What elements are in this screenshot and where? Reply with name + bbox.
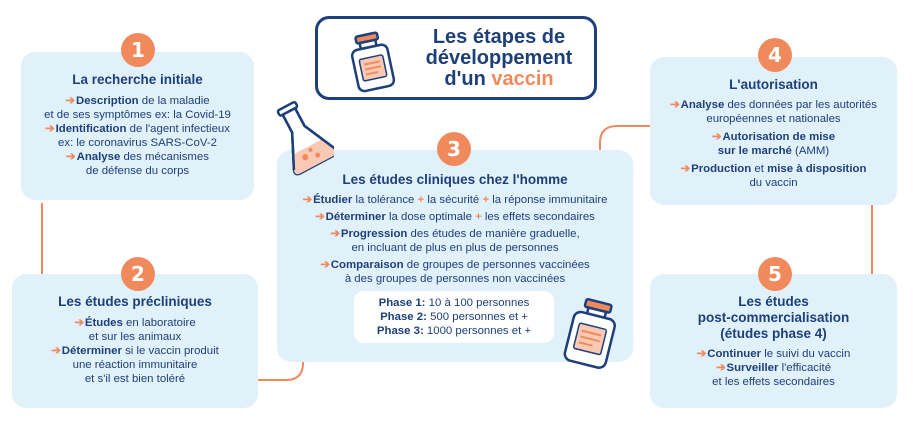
arrow-icon: ➔ xyxy=(330,228,340,240)
header-title-box xyxy=(315,16,597,100)
arrow-icon: ➔ xyxy=(66,151,76,163)
step-3-line-5: ➔Comparaison de groupes de personnes vaccinées xyxy=(320,259,590,271)
step-3-line-6: à des groupes de personnes non vaccinées xyxy=(344,273,566,285)
step-1-line-3: ➔Identification de l'agent infectieux xyxy=(45,123,230,135)
step-4-badge: 4 xyxy=(758,38,792,72)
phase-2: Phase 2: 500 personnes et + xyxy=(380,311,528,323)
step-2-badge: 2 xyxy=(121,257,155,291)
step-2-line-2: et sur les animaux xyxy=(88,331,182,343)
arrow-icon: ➔ xyxy=(51,345,61,357)
step-4-box xyxy=(650,57,897,205)
step-3-badge: 3 xyxy=(437,132,471,166)
step-4-line-1: ➔Analyse des données par les autorités xyxy=(670,99,877,111)
step-5-line-1: ➔Continuer le suivi du vaccin xyxy=(696,348,851,360)
plus-icon: + xyxy=(417,194,425,206)
step-2-title: Les études précliniques xyxy=(58,294,212,309)
step-5-line-3: et les effets secondaires xyxy=(712,376,835,388)
vaccine-vial-icon xyxy=(560,298,622,372)
arrow-icon: ➔ xyxy=(696,348,707,360)
title-accent: vaccin xyxy=(491,68,554,90)
step-3-title: Les études cliniques chez l'homme xyxy=(342,172,568,187)
step-5-line-2: ➔Surveiller l'efficacité xyxy=(715,362,832,374)
step-3-line-1: ➔Étudier la tolérance + la sécurité + la réponse immunitaire xyxy=(302,194,608,206)
step-3-line-3: ➔Progression des études de manière graduelle, xyxy=(330,228,580,240)
arrow-icon: ➔ xyxy=(715,362,726,374)
step-1-title: La recherche initiale xyxy=(72,72,203,87)
step-2-line-1: ➔Études en laboratoire xyxy=(74,317,196,329)
title-line-3 xyxy=(414,69,584,90)
arrow-icon: ➔ xyxy=(670,99,680,111)
step-5-title-line-3: (études phase 4) xyxy=(720,326,827,341)
step-5-badge: 5 xyxy=(758,257,792,291)
phase-3: Phase 3: 1000 personnes et + xyxy=(376,325,532,337)
page-title xyxy=(414,27,584,90)
arrow-icon: ➔ xyxy=(74,317,84,329)
vaccine-vial-icon xyxy=(344,31,400,95)
arrow-icon: ➔ xyxy=(315,211,325,223)
step-5-box xyxy=(650,274,897,408)
step-1-line-2: et de ses symptômes ex: la Covid-19 xyxy=(44,109,231,121)
step-2-line-4: une réaction immunitaire xyxy=(72,359,198,371)
step-3-line-4: en incluant de plus en plus de personnes xyxy=(351,242,559,254)
arrow-icon: ➔ xyxy=(302,194,313,206)
step-3-line-2: ➔Déterminer la dose optimale + les effets secondaires xyxy=(315,211,595,223)
step-5-title-line-2: post-commercialisation xyxy=(697,310,850,325)
arrow-icon: ➔ xyxy=(65,95,75,107)
phase-1: Phase 1: 10 à 100 personnes xyxy=(378,297,530,309)
step-2-line-5: et s'il est bien toléré xyxy=(84,373,186,385)
step-1-line-4: ex: le coronavirus SARS-CoV-2 xyxy=(58,137,217,149)
step-4-line-4: sur le marché (AMM) xyxy=(717,145,830,157)
step-1-line-1: ➔Description de la maladie xyxy=(65,95,210,107)
step-1-box xyxy=(21,52,254,200)
step-4-line-5: ➔Production et mise à disposition xyxy=(680,163,867,175)
step-4-title: L'autorisation xyxy=(729,77,818,92)
step-4-line-6: du vaccin xyxy=(749,177,798,189)
step-2-line-3: ➔Déterminer si le vaccin produit xyxy=(51,345,219,357)
step-4-line-2: européennes et nationales xyxy=(706,113,841,125)
arrow-icon: ➔ xyxy=(320,259,330,271)
flask-icon xyxy=(272,98,334,176)
arrow-icon: ➔ xyxy=(680,163,691,175)
step-1-badge: 1 xyxy=(121,33,155,67)
title-line-2: développement xyxy=(425,47,573,69)
step-4-line-3: ➔Autorisation de mise xyxy=(711,131,836,143)
plus-icon: + xyxy=(482,194,490,206)
step-2-box xyxy=(12,274,258,408)
title-line-1: Les étapes de xyxy=(432,26,566,48)
step-5-title-line-1: Les études xyxy=(738,294,809,309)
step-1-line-5: ➔Analyse des mécanismes xyxy=(66,151,209,163)
step-1-line-6: de défense du corps xyxy=(85,165,190,177)
arrow-icon: ➔ xyxy=(711,131,722,143)
phases-box xyxy=(354,291,554,343)
plus-icon: + xyxy=(475,211,482,223)
title-prefix: d'un xyxy=(444,68,492,90)
arrow-icon: ➔ xyxy=(45,123,55,135)
